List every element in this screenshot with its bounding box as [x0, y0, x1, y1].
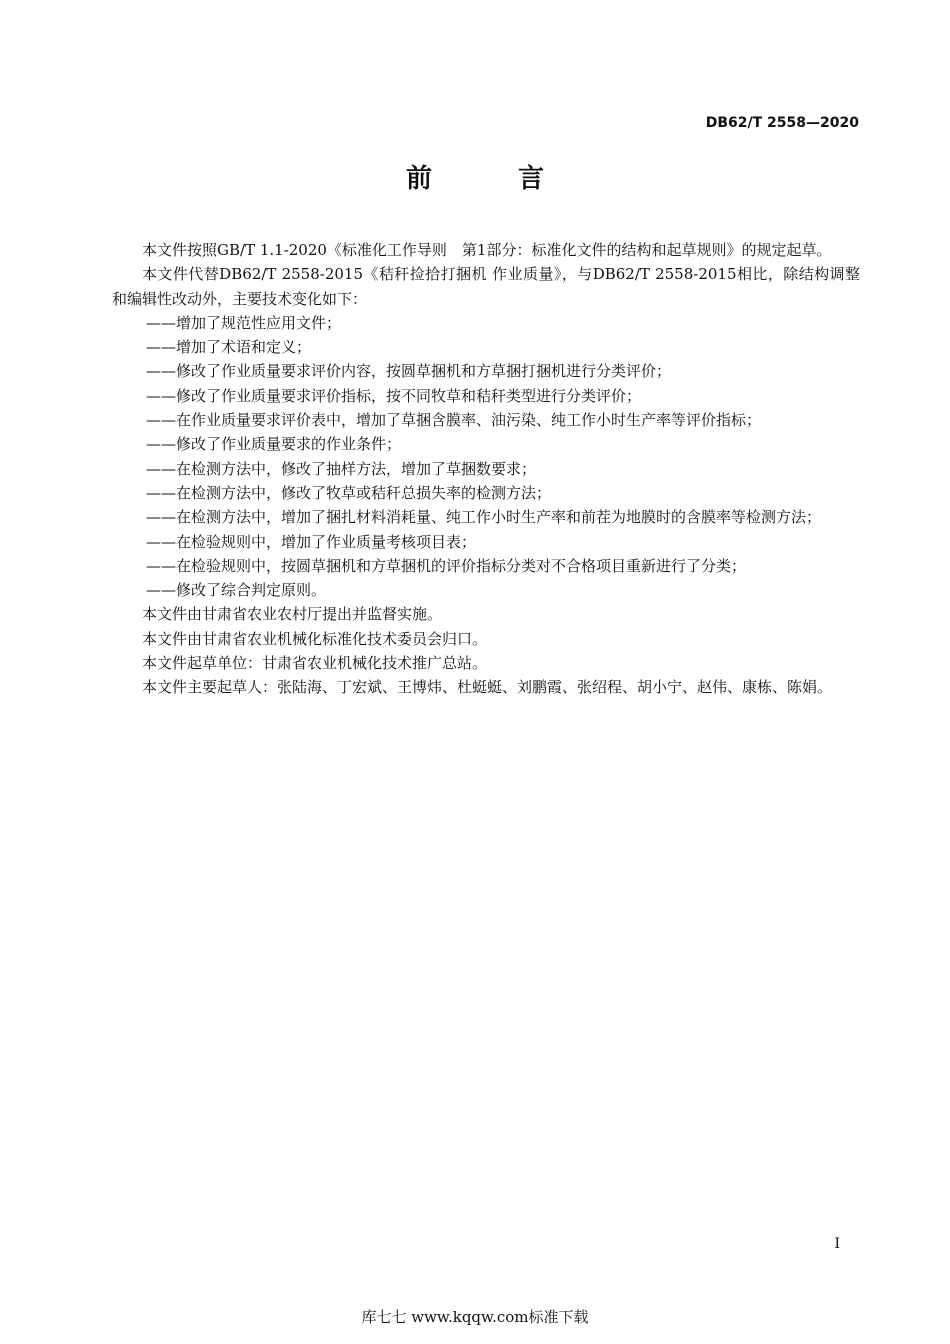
foreword-body	[112, 238, 860, 700]
change-item: ——在检测方法中，修改了牧草或秸秆总损失率的检测方法；	[146, 483, 552, 502]
intro-paragraph-1: 本文件按照GB/T 1.1-2020《标准化工作导则 第1部分：标准化文件的结构和起草规则》的规定起草。	[142, 241, 832, 259]
change-item: ——增加了术语和定义；	[146, 338, 312, 357]
change-item: ——修改了综合判定原则。	[146, 581, 327, 600]
outro-paragraph-1: 本文件由甘肃省农业农村厅提出并监督实施。	[142, 605, 443, 624]
page-title: 前 言	[405, 164, 574, 194]
outro-paragraph-4: 本文件主要起草人：张陆海、丁宏斌、王博炜、杜蜓蜓、刘鹏霞、张绍程、胡小宁、赵伟、康栋、陈娟。	[142, 678, 833, 697]
change-item: ——修改了作业质量要求的作业条件；	[146, 435, 402, 454]
change-item: ——增加了规范性应用文件；	[146, 313, 342, 332]
change-item: ——在检测方法中，修改了抽样方法，增加了草捆数要求；	[146, 459, 537, 478]
change-item: ——在作业质量要求评价表中，增加了草捆含膜率、油污染、纯工作小时生产率等评价指标；	[146, 411, 762, 430]
change-item: ——修改了作业质量要求评价指标，按不同牧草和秸秆类型进行分类评价；	[146, 386, 642, 405]
document-code: DB62/T 2558—2020	[705, 115, 859, 131]
page-number: I	[834, 1236, 840, 1252]
change-item: ——修改了作业质量要求评价内容，按圆草捆机和方草捆打捆机进行分类评价；	[146, 362, 672, 381]
footer-watermark: 库七七 www.kqqw.com标准下载	[361, 1308, 589, 1326]
outro-paragraph-3: 本文件起草单位：甘肃省农业机械化技术推广总站。	[142, 654, 488, 673]
change-item: ——在检验规则中，按圆草捆机和方草捆机的评价指标分类对不合格项目重新进行了分类；	[146, 556, 747, 575]
intro-paragraph-2: 本文件代替DB62/T 2558-2015《秸秆捡拾打捆机 作业质量》，与DB62/T 2558-2015相比，除结构调整和编辑性改动外，主要技术变化如下：	[112, 265, 860, 308]
change-list	[112, 311, 860, 603]
change-item: ——在检验规则中，增加了作业质量考核项目表；	[146, 532, 477, 551]
outro-paragraph-2: 本文件由甘肃省农业机械化标准化技术委员会归口。	[142, 629, 488, 648]
change-item: ——在检测方法中，增加了捆扎材料消耗量、纯工作小时生产率和前茬为地膜时的含膜率等检测方法；	[146, 508, 822, 527]
